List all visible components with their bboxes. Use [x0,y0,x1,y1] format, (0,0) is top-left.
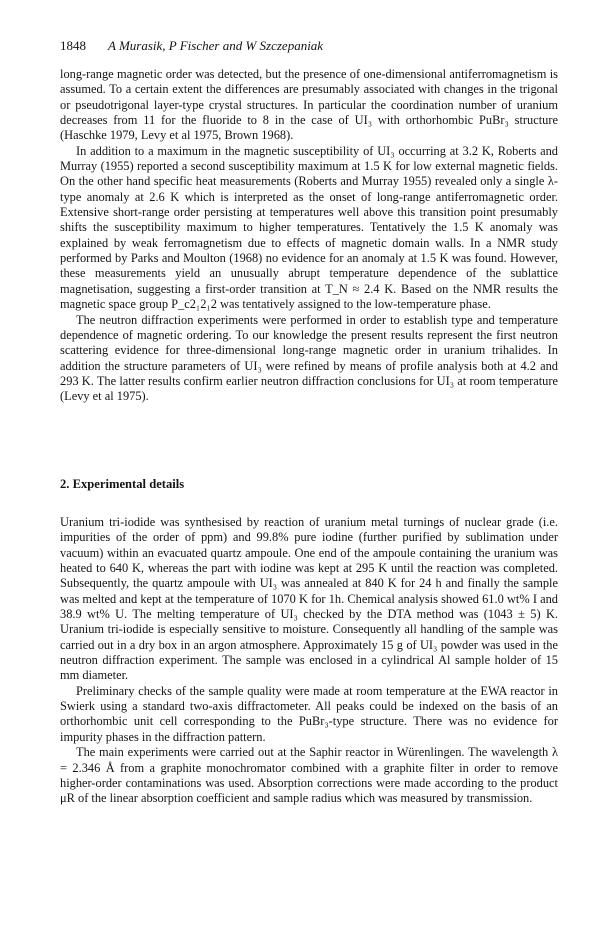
section-1-body [60,67,558,405]
section-heading: 2. Experimental details [60,477,185,491]
running-authors: A Murasik, P Fischer and W Szczepaniak [108,38,324,53]
page-number: 1848 [60,38,86,53]
paragraph: The neutron diffraction experiments were performed in order to establish type and temperature dependence of magnetic ordering. To our knowledge the present results represent the first neutron scattering evidence for three-dimensional long-range magnetic order in uranium trihalides. In addition the structure parameters of UI₃ were refined by means of profile analysis both at 4.2 and 293 K. The latter results confirm earlier neutron diffraction conclusions for UI₃ at room temperature (Levy et al 1975). [60,312,558,404]
paragraph: Uranium tri-iodide was synthesised by reaction of uranium metal turnings of nuclear grade (i.e. impurities of the order of ppm) and 99.8% pure iodine (further purified by sublimation under vacuum) within an evacuated quartz ampoule. One end of the ampoule containing the uranium was heated to 640 K, whereas the part with iodine was kept at 295 K until the reaction was completed. Subsequently, the quartz ampoule with UI₃ was annealed at 840 K for 24 h and finally the sample was melted and kept at the temperature of 1070 K for 1h. Chemical analysis showed 61.0 wt% I and 38.9 wt% U. The melting temperature of UI₃ checked by the DTA method was (1043 ± 5) K. Uranium tri-iodide is especially sensitive to moisture. Consequently all handling of the sample was carried out in a dry box in an argon atmosphere. Approximately 15 g of UI₃ powder was used in the neutron diffraction experiment. The sample was enclosed in a cylindrical Al sample holder of 15 mm diameter. [60,515,558,683]
section-2-body [60,515,558,807]
paragraph: In addition to a maximum in the magnetic susceptibility of UI₃ occurring at 3.2 K, Roberts and Murray (1955) reported a second susceptibility maximum at 1.5 K for low external magnetic fields. On the other hand specific heat measurements (Roberts and Murray 1955) revealed only a single λ-type anomaly at 2.6 K which is interpreted as the onset of long-range antiferromagnetic order. Extensive short-range order persisting at temperatures well above this transition point presumably shifts the susceptibility maximum to higher temperatures. Tentatively the 1.5 K anomaly was explained by weak ferromagnetism due to effects of magnetic domain walls. In a NMR study performed by Parks and Moulton (1968) no evidence for an anomaly at 1.5 K was found. However, these measurements yield an unusually abrupt temperature dependence of the sublattice magnetisation, suggesting a first-order transition at T_N ≈ 2.4 K. Based on the NMR results the magnetic space group P_c2₁2₁2 was tentatively assigned to the low-temperature phase. [60,143,558,312]
running-header [60,38,560,54]
paragraph: long-range magnetic order was detected, but the presence of one-dimensional antiferromagnetism is assumed. To a certain extent the differences are presumably associated with changes in the trigonal or pseudotrigonal layer-type crystal structures. In particular the coordination number of uranium decreases from 11 for the fluoride to 8 in the case of UI₃ with orthorhombic PuBr₃ structure (Haschke 1979, Levy et al 1975, Brown 1968). [60,67,558,143]
paragraph: Preliminary checks of the sample quality were made at room temperature at the EWA reactor in Swierk using a standard two-axis diffractometer. All peaks could be indexed on the basis of an orthorhombic unit cell corresponding to the PuBr₃-type structure. There was no evidence for impurity phases in the diffraction pattern. [60,683,558,744]
paragraph: The main experiments were carried out at the Saphir reactor in Würenlingen. The wavelength λ = 2.346 Å from a graphite monochromator combined with a graphite filter in order to remove higher-order contaminations was used. Absorption corrections were made according to the product μR of the linear absorption coefficient and sample radius which was measured by transmission. [60,745,558,806]
